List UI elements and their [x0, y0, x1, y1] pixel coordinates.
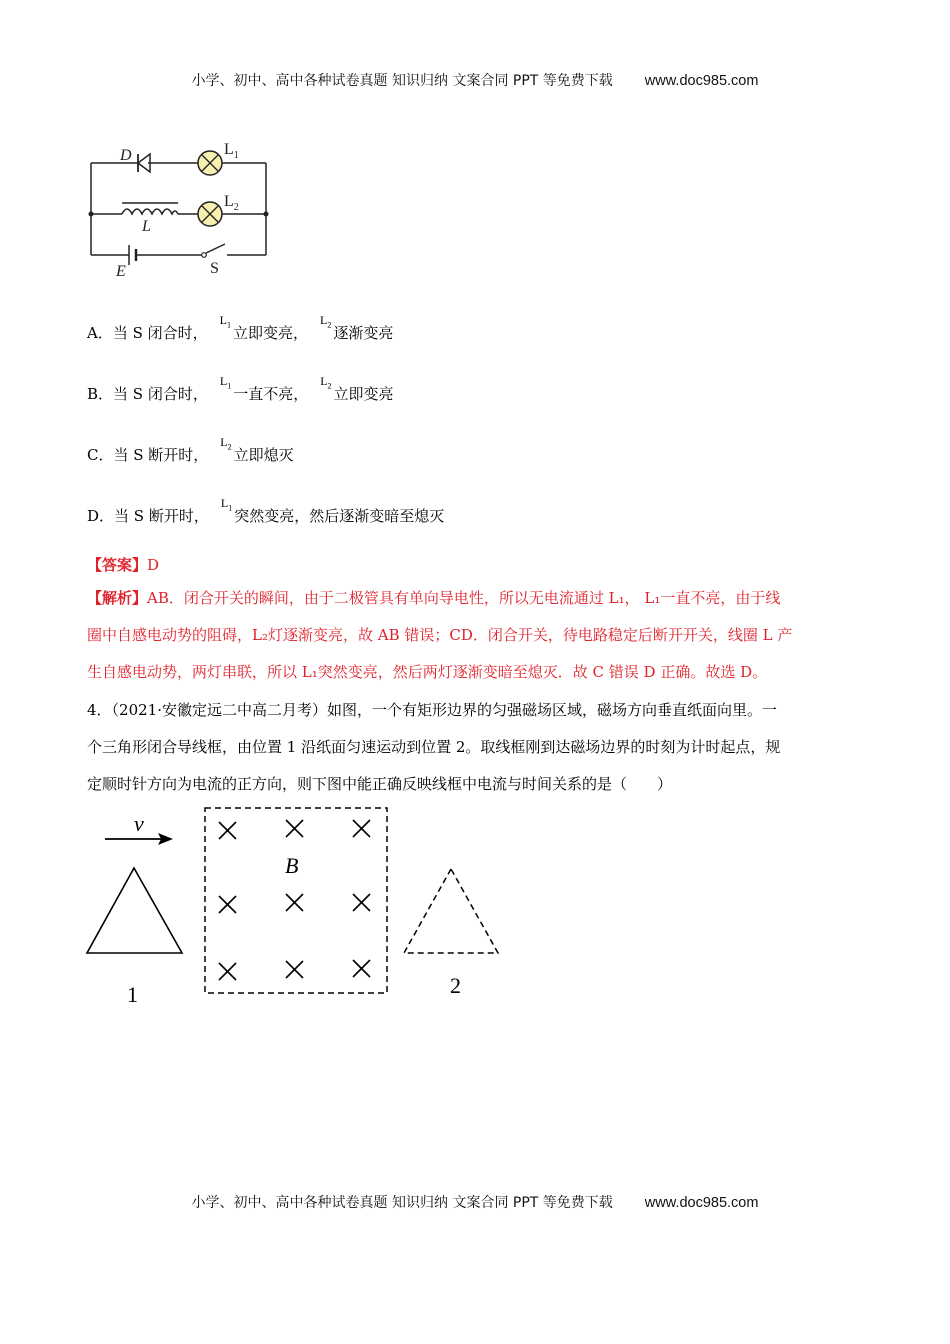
switch-icon — [202, 253, 207, 258]
option-a[interactable]: A．当 S 闭合时，$^{L_1}$ 立即变亮，$^{L_2}$ 逐渐变亮 — [87, 313, 394, 342]
option-d[interactable]: D．当 S 断开时，$^{L_1}$ 突然变亮，然后逐渐变暗至熄灭 — [87, 496, 445, 525]
svg-text:v: v — [134, 811, 144, 836]
svg-text:2: 2 — [450, 973, 461, 998]
field-x-marks — [219, 820, 370, 980]
battery-icon — [129, 245, 136, 265]
footer-text: 小学、初中、高中各种试卷真题 知识归纳 文案合同 PPT 等免费下载 — [191, 1195, 613, 1211]
svg-text:B: B — [285, 853, 299, 878]
circuit-diagram — [80, 130, 290, 280]
answer-label: 【答案】 — [87, 556, 148, 574]
diode-label: D — [120, 147, 132, 164]
footer-url[interactable]: www.doc985.com — [644, 1195, 759, 1211]
option-b[interactable]: B．当 S 闭合时，$^{L_1}$ 一直不亮，$^{L_2}$ 立即变亮 — [87, 374, 394, 403]
magnetic-field-figure — [80, 800, 520, 1010]
triangle-position-1 — [87, 868, 182, 953]
svg-text:L2: $L_2$ — [224, 193, 239, 213]
analysis: 【解析】AB．闭合开关的瞬间，由于二极管具有单向导电性，所以无电流通过 L₁， L₁一直不亮，由于线 圈中自感电动势的阻碍，L₂灯逐渐变亮，故 AB 错误；CD．闭合开关，待电路稳定后断开开关，线圈 L 产 生自感电动势，两灯串联，所以 L₁突然变亮，然后两灯逐渐变暗至熄灭．故 C 错误 D 正确。故选 D。 — [87, 589, 793, 681]
inductor-icon — [122, 203, 178, 214]
svg-text:L: L — [142, 218, 151, 235]
svg-text:L1: $L_1$ — [224, 141, 239, 161]
lamp-l2-icon — [198, 202, 222, 226]
answer-value: D — [147, 556, 160, 574]
header-text: 小学、初中、高中各种试卷真题 知识归纳 文案合同 PPT 等免费下载 — [191, 73, 613, 89]
svg-text:E: E — [116, 263, 126, 280]
svg-text:S: S — [210, 260, 219, 277]
header-url[interactable]: www.doc985.com — [644, 73, 759, 89]
answer — [87, 554, 159, 575]
lamp-l1-icon — [198, 151, 222, 175]
page-footer — [0, 1192, 950, 1212]
analysis-label: 【解析】 — [87, 589, 148, 607]
page-header — [0, 70, 950, 90]
svg-text:1: 1 — [127, 982, 138, 1007]
option-c[interactable]: C．当 S 断开时，$^{L_2}$ 立即熄灭 — [87, 435, 294, 464]
question-4: 4．（2021·安徽定远二中高二月考）如图，一个有矩形边界的匀强磁场区域，磁场方向垂直纸面向里。一 个三角形闭合导线框，由位置 1 沿纸面匀速运动到位置 2。取线框刚到达磁场边界的时刻为计时起点，规 定顺时针方向为电流的正方向，则下图中能正确反映线框中电流与时间关系的是（ ） — [87, 701, 781, 793]
triangle-position-2 — [404, 869, 498, 953]
